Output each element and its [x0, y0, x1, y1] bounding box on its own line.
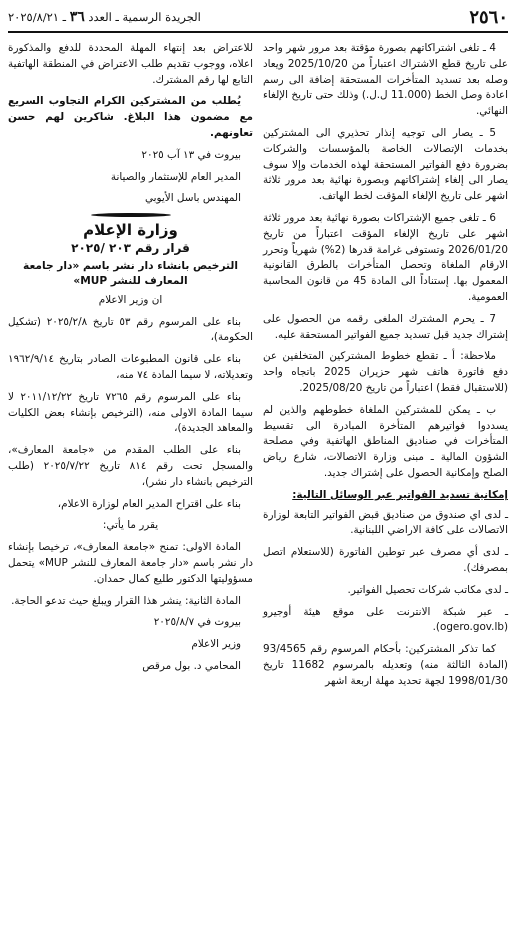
continuation-text: للاعتراض بعد إنتهاء المهلة المحددة للدفع والمذكورة اعلاه، ووجوب تقديم طلب الاعتراض في المنطقة الهاتفية التابع لها رقم المشترك.: [8, 42, 253, 86]
recital: بناء على الطلب المقدم من «جامعة المعارف»، والمسجل تحت رقم ٨١٤ تاريخ ٢٠٢٥/٧/٢٢ (طلب الترخيص بانشاء دار نشر)،: [8, 444, 253, 488]
left-column: [8, 41, 253, 695]
issue-number: ٣٦: [69, 9, 85, 25]
page-number: ٢٥٦٠: [469, 6, 508, 28]
article-2: المادة الثانية: ينشر هذا القرار ويبلغ حيث تدعو الحاجة.: [11, 594, 241, 607]
signatory-name: المحامي د. بول مرقص: [142, 659, 241, 672]
recital: بناء على قانون المطبوعات الصادر بتاريخ ١٩٦٢/٩/١٤ وتعديلاته، لا سيما المادة ٧٤ منه،: [8, 353, 253, 381]
payment-item: ـ لدى أي مصرف عبر توطين الفاتورة (للاستعلام اتصل بمصرفك).: [263, 546, 508, 574]
clause-5: 5 ـ يصار الى توجيه إنذار تحذيري الى المشتركين بخدمات الإتصالات الخاصة بالمؤسسات والشركات بضرورة دفع الفواتير المستحقة لهذه الخدمات وإلا سوف يصار الى إلغاء إشتراكاتهم وبصورة نهائية بعد مرور ثلاثة اشهر على تاريخ الإلغاء المؤقت لخط الهاتف.: [263, 126, 508, 203]
payment-item: ـ لدى مكاتب شركات تحصيل الفواتير.: [347, 583, 508, 596]
subscriber-reminder: كما تذكر المشتركين: بأحكام المرسوم رقم 93/4565 (المادة الثالثة منه) وتعديله بالمرسوم 11682 تاريخ 1998/01/30 لجهة تحديد مهلة اربعة اشهر: [263, 643, 508, 687]
signatory-title: وزير الاعلام: [191, 638, 241, 651]
clause-4: 4 ـ تلغى اشتراكاتهم بصورة مؤقتة بعد مرور شهر واحد على تاريخ قطع الاشتراك اعتباراً من 2025/10/20 ويعاد وصله بعد تسديد المتأخرات المستحقة إضافة الى رسم اعادة وصل الخط (11.000 ل.ل.) وذلك حتى تاريخ الإلغاء النهائي.: [263, 42, 509, 118]
decree-number: قرار رقم ٢٠٣ /٢٠٢٥: [71, 240, 190, 255]
right-column: [263, 41, 508, 695]
signatory-name: المهندس باسل الأيوبي: [145, 192, 241, 205]
page-header: [8, 6, 508, 33]
payment-item: ـ عبر شبكة الانترنت على موقع هيئة أوجيرو (ogero.gov.lb).: [263, 605, 508, 634]
clause-6: 6 ـ تلغى جميع الإشتراكات بصورة نهائية بعد مرور ثلاثة اشهر على تاريخ الإلغاء المؤقت اعتباراً من تاريخ 2026/01/20 وتستوفى غرامة قدرها (2%) شهرياً وتحرر الارقام الملغاة وتحصل المتأخرات بالطرق القانونية المعمول بها. إستناداً الى المادة 45 من قانون المحاسبة العمومية.: [263, 211, 508, 303]
recital: بناء على المرسوم رقم ٥٣ تاريخ ٢٠٢٥/٢/٨ (تشكيل الحكومة)،: [8, 315, 253, 344]
section-divider: [8, 213, 253, 217]
signatory-title: المدير العام للإستثمار والصيانة: [110, 170, 241, 183]
signature-date: بيروت في ٢٠٢٥/٨/٧: [153, 616, 241, 629]
ministry-heading: وزارة الإعلام: [83, 221, 178, 240]
recital: بناء على اقتراح المدير العام لوزارة الاعلام،: [57, 497, 241, 510]
recital: بناء على المرسوم رقم ٧٢٦٥ تاريخ ٢٠١١/١٢/٢٢ لا سيما المادة الاولى منه، (الترخيص بإنشاء بعض الكليات والمعاهد الجديدة)،: [8, 390, 253, 435]
minister-intro: ان وزير الاعلام: [98, 293, 163, 306]
clause-7: 7 ـ يحرم المشترك الملغى رقمه من الحصول على إشتراك جديد قبل تسديد جميع الفواتير المستحقة عليه.: [263, 312, 508, 341]
cooperation-request: يُطلب من المشتركين الكرام التجاوب السريع مع مضمون هذا البلاغ. شاكرين لهم حسن تعاونهم.: [8, 95, 253, 139]
payment-item: ـ لدى اي صندوق من صناديق قبض الفواتير التابعة لوزارة الاتصالات على كافة الاراضي اللبنانية.: [263, 508, 508, 537]
signature-date: بيروت في ١٣ آب ٢٠٢٥: [141, 148, 241, 161]
payment-methods-heading: إمكانية تسديد الفواتير عبر الوسائل التالية:: [292, 488, 508, 501]
note-a: ملاحظة: أ ـ تقطع خطوط المشتركين المتخلفين عن دفع فاتورة هاتف شهر حزيران 2025 باتجاه واحد (للاستقبال فقط) اعتباراً من تاريخ 2025/08/20.: [263, 350, 508, 394]
two-column-body: [8, 41, 508, 695]
running-title: [8, 9, 201, 25]
note-b: ب ـ يمكن للمشتركين الملغاة خطوطهم والذين لم يسددوا فواتيرهم المتأخرة المبادرة الى تقسيط المتأخرات في صناديق المناطق الهاتفية وفي مصلحة الشؤون المالية ـ مبنى وزارة الاتصالات، شارع رياض الصلح وإمكانية الحصول على إشتراك جديد.: [263, 403, 508, 479]
issue-date: ـ ٢٠٢٥/٨/٢١: [8, 10, 67, 24]
article-1: المادة الاولى: تمنح «جامعة المعارف»، ترخيصا بإنشاء دار نشر باسم «دار جامعة المعارف للنشر MUP» يتحمل مسؤوليتها الدكتور طليع كمال حمدان.: [8, 541, 253, 585]
decides-line: يقرر ما يأتي:: [102, 519, 159, 532]
gazette-title: الجريدة الرسمية ـ العدد: [88, 10, 201, 24]
decree-title: الترخيص بانشاء دار نشر باسم «دار جامعة المعارف للنشر MUP»: [23, 259, 238, 287]
